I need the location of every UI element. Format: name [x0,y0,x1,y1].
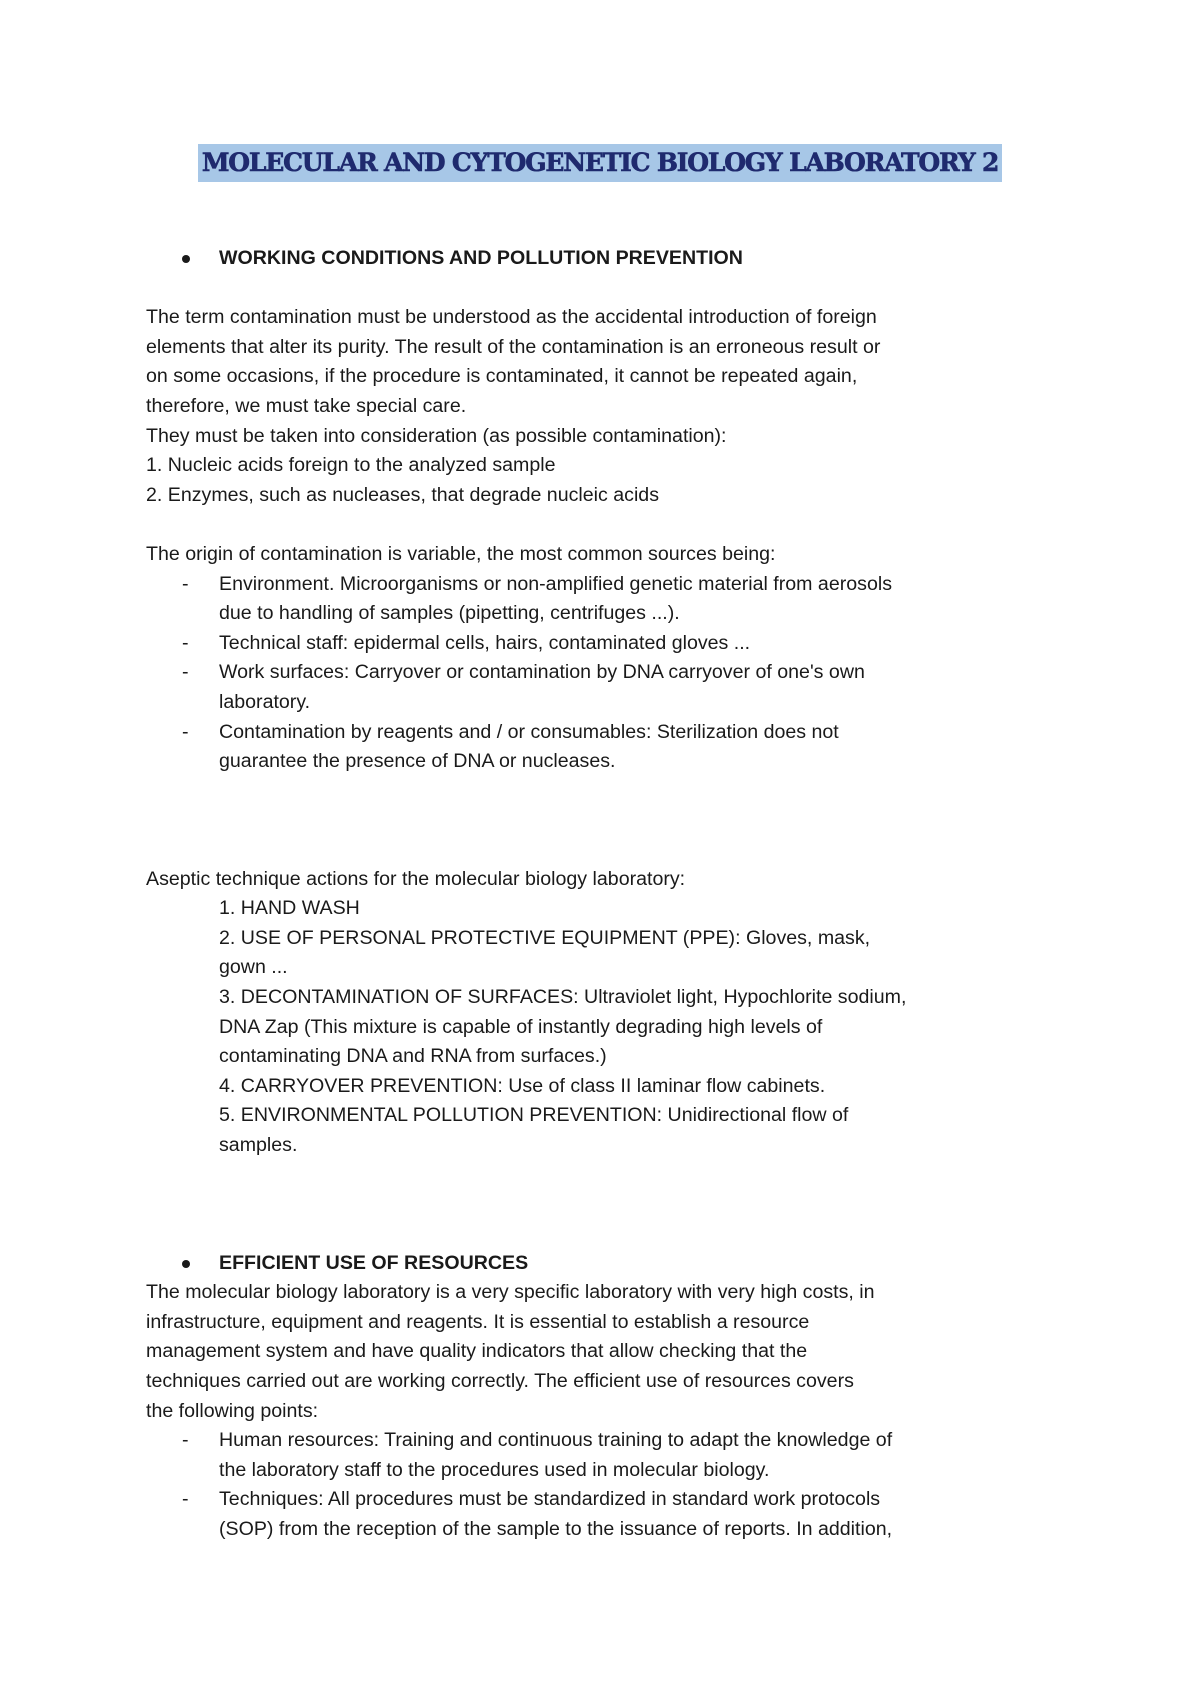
list-item-line: laboratory. [219,690,311,713]
bullet-icon [182,255,190,263]
document-title: MOLECULAR AND CYTOGENETIC BIOLOGY LABORATORY 2 [198,144,1002,182]
list-item-line: Environment. Microorganisms or non-amplified genetic material from aerosols [219,572,892,595]
list-item [146,1426,1026,1485]
section-heading-working-conditions [146,244,1026,274]
paragraph-line: on some occasions, if the procedure is contaminated, it cannot be repeated again, [146,365,858,388]
list-item [146,570,1026,629]
list-item-line: (SOP) from the reception of the sample to the issuance of reports. In addition, [219,1517,893,1540]
paragraph-line: management system and have quality indicators that allow checking that the [146,1340,808,1363]
dash-bullet: - [182,1488,189,1511]
dash-bullet: - [182,661,189,684]
list-item-line: samples. [219,1134,298,1157]
list-item [146,658,1026,717]
paragraph-line: therefore, we must take special care. [146,394,467,417]
dash-bullet: - [182,720,189,743]
list-item [146,629,1026,659]
section-heading-text: EFFICIENT USE OF RESOURCES [219,1251,529,1274]
list-item [146,1485,1026,1544]
list-item-line: DNA Zap (This mixture is capable of instantly degrading high levels of [219,1015,823,1038]
resources-paragraph [146,1278,1026,1426]
aseptic-intro: Aseptic technique actions for the molecular biology laboratory: [146,867,686,890]
list-item [146,894,1026,924]
list-item-line: contaminating DNA and RNA from surfaces.) [219,1045,607,1068]
contamination-paragraph [146,303,1026,510]
list-item-line: due to handling of samples (pipetting, centrifuges ...). [219,602,680,625]
paragraph-line: techniques carried out are working correctly. The efficient use of resources covers [146,1370,854,1392]
list-item-line: Human resources: Training and continuous training to adapt the knowledge of [219,1429,893,1452]
resources-points-list [146,1426,1026,1544]
list-item-line: 5. ENVIRONMENTAL POLLUTION PREVENTION: Unidirectional flow of [219,1104,849,1127]
paragraph-line: The term contamination must be understood as the accidental introduction of foreign [146,306,877,329]
list-item-line: 4. CARRYOVER PREVENTION: Use of class II laminar flow cabinets. [219,1074,826,1097]
list-item-line: 1. HAND WASH [219,897,360,920]
section-heading-text: WORKING CONDITIONS AND POLLUTION PREVENTION [219,247,743,269]
bullet-icon [182,1260,190,1268]
list-item [146,983,1026,1072]
aseptic-actions-list [146,894,1026,1160]
paragraph-line: 2. Enzymes, such as nucleases, that degrade nucleic acids [146,483,659,506]
list-item-line: Technical staff: epidermal cells, hairs, contaminated gloves ... [219,631,751,654]
list-item-line: guarantee the presence of DNA or nucleases. [219,750,616,773]
list-item-line: 3. DECONTAMINATION OF SURFACES: Ultraviolet light, Hypochlorite sodium, [219,986,907,1009]
contamination-sources-list [146,570,1026,777]
paragraph-line: They must be taken into consideration (as possible contamination): [146,424,727,447]
list-item-line: Techniques: All procedures must be standardized in standard work protocols [219,1488,881,1511]
paragraph-line: 1. Nucleic acids foreign to the analyzed sample [146,454,556,477]
origin-intro: The origin of contamination is variable, the most common sources being: [146,542,776,565]
list-item-line: Work surfaces: Carryover or contamination by DNA carryover of one's own [219,661,865,684]
paragraph-line: infrastructure, equipment and reagents. It is essential to establish a resource [146,1310,810,1333]
list-item [146,718,1026,777]
list-item-line: the laboratory staff to the procedures used in molecular biology. [219,1458,770,1481]
list-item [146,1101,1026,1160]
paragraph-line: elements that alter its purity. The result of the contamination is an erroneous result or [146,335,881,358]
list-item-line: 2. USE OF PERSONAL PROTECTIVE EQUIPMENT (PPE): Gloves, mask, [219,926,871,949]
section-heading-efficient-use [146,1249,1026,1279]
list-item [146,924,1026,983]
list-item-line: gown ... [219,956,288,979]
dash-bullet: - [182,1429,189,1452]
dash-bullet: - [182,631,189,654]
document-body [146,244,1026,1545]
paragraph-line: the following points: [146,1399,319,1422]
paragraph-line: The molecular biology laboratory is a very specific laboratory with very high costs, in [146,1281,875,1304]
dash-bullet: - [182,572,189,595]
list-item-line: Contamination by reagents and / or consumables: Sterilization does not [219,720,839,743]
list-item [146,1072,1026,1102]
title-wrapper [0,144,1200,182]
